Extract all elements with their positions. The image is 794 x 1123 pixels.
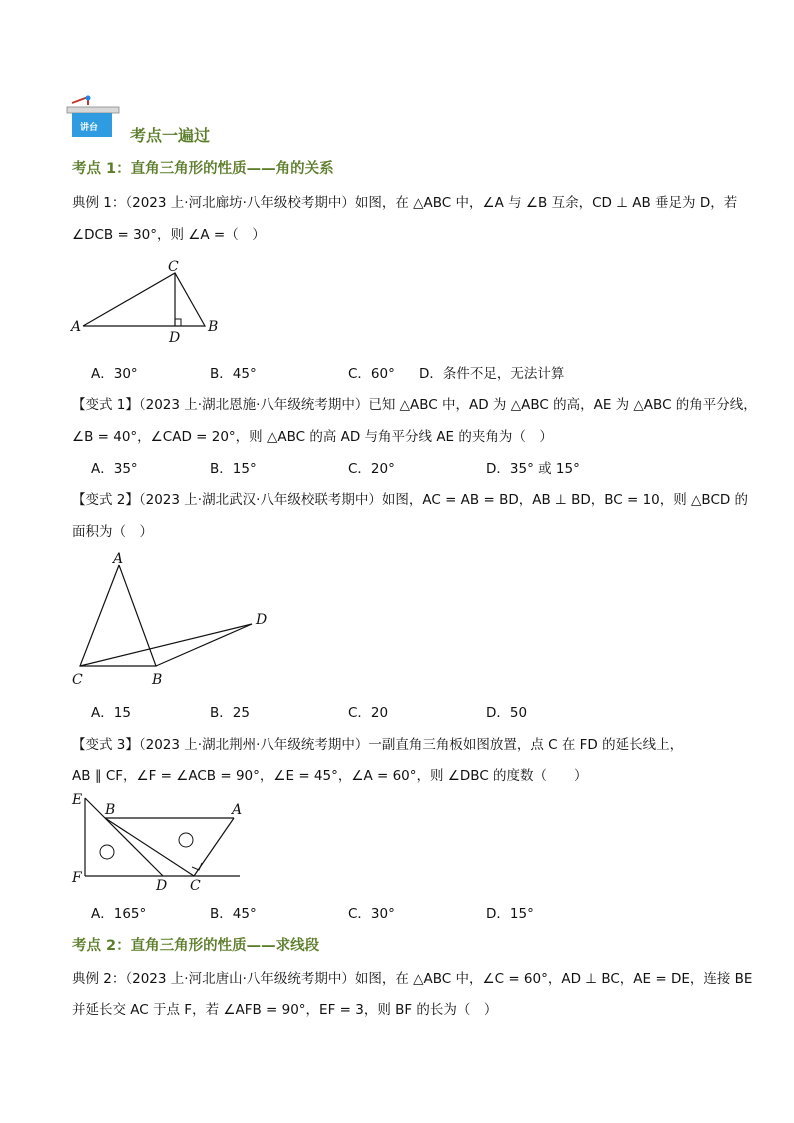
variant-1-option-b: B．15°: [210, 461, 257, 477]
variant-3-option-d: D．15°: [486, 906, 534, 922]
variant-2-figure: [68, 548, 278, 690]
variant-3-line-1: 【变式 3】（2023 上·湖北荆州·八年级统考期中）一副直角三角板如图放置，点 C 在 FD 的延长线上，: [72, 737, 684, 753]
variant-3-option-c: C．30°: [348, 906, 395, 922]
variant-1-line-2: ∠B = 40°，∠CAD = 20°，则 △ABC 的高 AD 与角平分线 AE 的夹角为（ ）: [72, 429, 553, 445]
fig2-label-b: B: [152, 672, 163, 688]
variant-1-line-1: 【变式 1】（2023 上·湖北恩施·八年级统考期中）已知 △ABC 中，AD 为 △ABC 的高，AE 为 △ABC 的角平分线，: [72, 397, 757, 413]
fig3-label-d: D: [156, 878, 168, 894]
fig2-label-c: C: [72, 672, 83, 688]
variant-2-line-1: 【变式 2】（2023 上·湖北武汉·八年级校联考期中）如图，AC = AB = BD，AB ⊥ BD，BC = 10，则 △BCD 的: [72, 492, 749, 508]
variant-1-option-c: C．20°: [348, 461, 395, 477]
example-1-option-c: C．60°: [348, 366, 395, 382]
variant-3-figure: [68, 788, 248, 894]
variant-2-option-d: D．50: [486, 705, 528, 721]
fig1-label-d: D: [169, 330, 181, 346]
example-1-option-d: D．条件不足，无法计算: [419, 366, 565, 382]
header-badge-label: 讲台: [80, 123, 99, 133]
example-1-figure: [68, 256, 228, 348]
fig1-label-a: A: [71, 319, 82, 335]
variant-2-option-a: A．15: [91, 705, 131, 721]
example-2-line-1: 典例 2：（2023 上·河北唐山·八年级统考期中）如图，在 △ABC 中，∠C = 60°，AD ⊥ BC，AE = DE，连接 BE: [72, 971, 753, 987]
fig1-label-b: B: [208, 319, 219, 335]
variant-2-option-c: C．20: [348, 705, 389, 721]
fig3-label-e: E: [72, 792, 83, 808]
variant-1-option-d: D．35° 或 15°: [486, 461, 580, 477]
variant-1-option-a: A．35°: [91, 461, 138, 477]
fig3-label-b: B: [105, 802, 116, 818]
variant-3-option-a: A．165°: [91, 906, 147, 922]
section-1-title: 考点 1：直角三角形的性质——角的关系: [72, 161, 334, 177]
variant-2-option-b: B．25: [210, 705, 250, 721]
fig2-label-d: D: [256, 612, 268, 628]
example-1-line-1: 典例 1：（2023 上·河北廊坊·八年级校考期中）如图，在 △ABC 中，∠A 与 ∠B 互余，CD ⊥ AB 垂足为 D，若: [72, 195, 738, 211]
variant-3-line-2: AB ∥ CF，∠F = ∠ACB = 90°，∠E = 45°，∠A = 60°，则 ∠DBC 的度数（ ）: [72, 768, 588, 784]
example-1-option-b: B．45°: [210, 366, 257, 382]
example-1-line-2: ∠DCB = 30°，则 ∠A =（ ）: [72, 227, 266, 243]
variant-3-option-b: B．45°: [210, 906, 257, 922]
example-1-option-a: A．30°: [91, 366, 138, 382]
fig3-label-f: F: [72, 870, 82, 886]
variant-2-line-2: 面积为（ ）: [72, 524, 153, 540]
example-2-line-2: 并延长交 AC 于点 F，若 ∠AFB = 90°，EF = 3，则 BF 的长为（ ）: [72, 1002, 498, 1018]
fig3-label-a: A: [232, 802, 243, 818]
fig1-label-c: C: [168, 259, 179, 275]
fig2-label-a: A: [113, 551, 124, 567]
page-title: 考点一遍过: [130, 126, 211, 145]
section-2-title: 考点 2：直角三角形的性质——求线段: [72, 938, 320, 954]
fig3-label-c: C: [190, 878, 201, 894]
